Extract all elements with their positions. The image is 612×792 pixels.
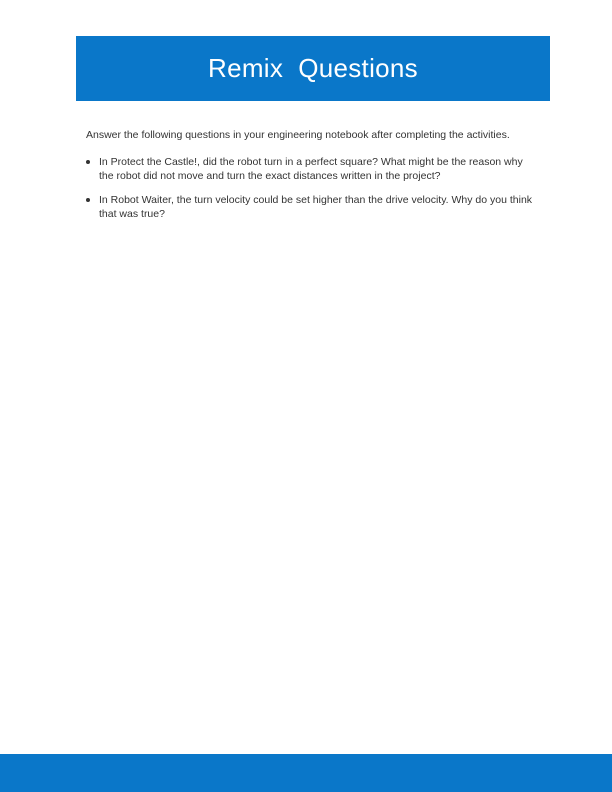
footer-bar — [0, 754, 612, 792]
header-banner — [76, 36, 550, 101]
question-item — [86, 193, 538, 221]
question-text: In Robot Waiter, the turn velocity could be set higher than the drive velocity. Why do you think that was true? — [99, 194, 533, 220]
question-list — [86, 155, 538, 221]
bullet-icon — [86, 198, 90, 202]
intro-text: Answer the following questions in your engineering notebook after completing the activities. — [86, 129, 510, 141]
question-text: In Protect the Castle!, did the robot turn in a perfect square? What might be the reason why the robot did not move and turn the exact distances written in the project? — [99, 156, 523, 182]
bullet-icon — [86, 160, 90, 164]
content-area — [86, 128, 538, 231]
page-title: Remix Questions — [208, 53, 418, 83]
question-item — [86, 155, 538, 183]
